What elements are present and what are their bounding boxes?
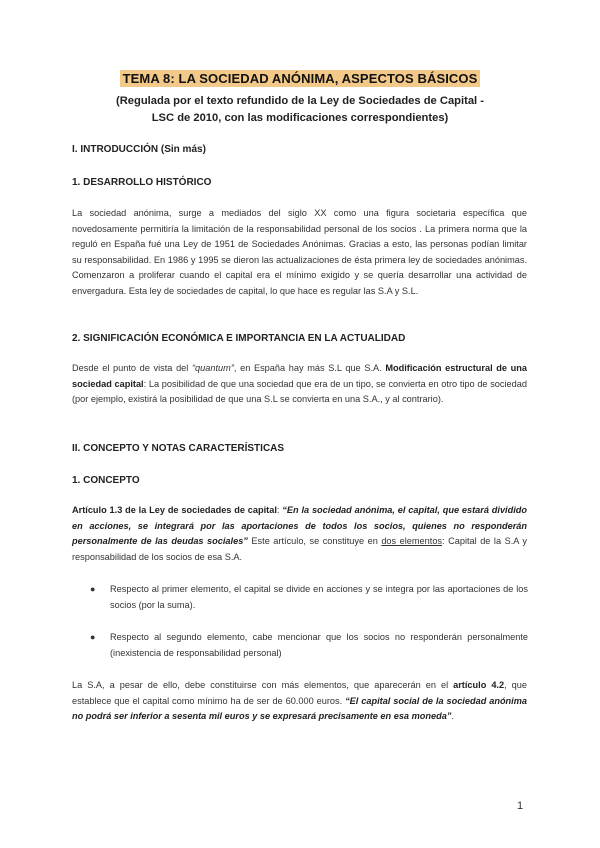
subtitle-line-1: (Regulada por el texto refundido de la Ley de Sociedades de Capital - [115, 95, 485, 107]
final-quote: “El capital social de la sociedad anónima no podrá ser inferior a sesenta mil euros y se expresará precisamente en esa moneda” [72, 695, 528, 721]
articulo-paragraph [72, 503, 527, 565]
concepto-section-heading: II. CONCEPTO Y NOTAS CARACTERÍSTICAS [72, 443, 285, 454]
bullet-text-1: Respecto al primer elemento, el capital se divide en acciones y se integra por las aportaciones de los socios (por la suma). [110, 584, 528, 610]
document-title: TEMA 8: LA SOCIEDAD ANÓNIMA, ASPECTOS BÁSICOS [120, 70, 481, 87]
significacion-paragraph [72, 361, 527, 408]
historico-paragraph: La sociedad anónima, surge a mediados del siglo XX como una figura societaria específica que novedosamente permitiría la limitación de la responsabilidad personal de los socios . La primera norma que la reguló en España fué una Ley de 1951 de Sociedades Anónimas. Gracias a esto, las personas podían limitar su responsabilidad. En 1986 y 1995 se dieron las actualizaciones de ésta primera ley de sociedades anónimas. Comenzaron a proliferar cuando el capital era el mínimo exigido y se quería desarrollar una actividad de envergadura. Esta ley de sociedades de capital, lo que hace es regular las S.A y S.L. [72, 208, 527, 296]
articulo-text: Este artículo, se constituye en [247, 536, 382, 546]
final-text-b: , que establece que el capital como mínimo ha de ser de 60.000 euros. [72, 680, 527, 706]
concepto-subheading: 1. CONCEPTO [72, 475, 140, 486]
page-number: 1 [517, 800, 524, 812]
document-subtitle [90, 93, 510, 127]
articulo-quote: “En la sociedad anónima, el capital, que estará dividido en acciones, se integrará por las aportaciones de todos los socios, quienes no responderán personalmente de las deudas sociales” [72, 505, 527, 546]
historico-heading: 1. DESARROLLO HISTÓRICO [72, 177, 212, 188]
significacion-text-c: : La posibilidad de que una sociedad que era de un tipo, se convierta en otro tipo de sociedad (por ejemplo, existirá la posibilidad de que una S.L se convierta en una S.A., y al contrario). [72, 378, 527, 404]
final-end: . [451, 711, 454, 721]
bullet-text-2: Respecto al segundo elemento, cabe mencionar que los socios no responderán personalmente (inexistencia de responsabilidad personal) [110, 632, 528, 658]
articulo-colon: : [276, 505, 283, 515]
articulo-reference: Artículo 1.3 de la Ley de sociedades de capital [72, 505, 277, 515]
significacion-text-a: Desde el punto de vista del [72, 363, 192, 373]
significacion-text-b: , en España hay más S.L que S.A. [233, 363, 386, 373]
bullet-item [90, 582, 528, 613]
dos-elementos-term: dos elementos [381, 536, 443, 546]
bullet-dot-icon: ● [90, 584, 96, 594]
title-wrap [0, 70, 600, 88]
articulo-4-2-paragraph [72, 678, 527, 725]
intro-heading: I. INTRODUCCIÓN (Sin más) [72, 144, 206, 155]
articulo-end: : Capital de la S.A y responsabilidad de los socios de esa S.A. [72, 536, 527, 562]
bullet-item [90, 630, 528, 661]
significacion-heading: 2. SIGNIFICACIÓN ECONÓMICA E IMPORTANCIA EN LA ACTUALIDAD [72, 333, 406, 344]
final-text-a: La S.A, a pesar de ello, debe constituirse con más elementos, que aparecerán en el [72, 680, 454, 690]
bullet-dot-icon: ● [90, 632, 96, 642]
quantum-term: “quantum” [192, 363, 234, 373]
subtitle-line-2: LSC de 2010, con las modificaciones correspondientes) [151, 112, 449, 124]
articulo-4-2-reference: artículo 4.2 [453, 680, 505, 690]
modificacion-estructural-term: Modificación estructural de una sociedad capital [72, 363, 527, 389]
